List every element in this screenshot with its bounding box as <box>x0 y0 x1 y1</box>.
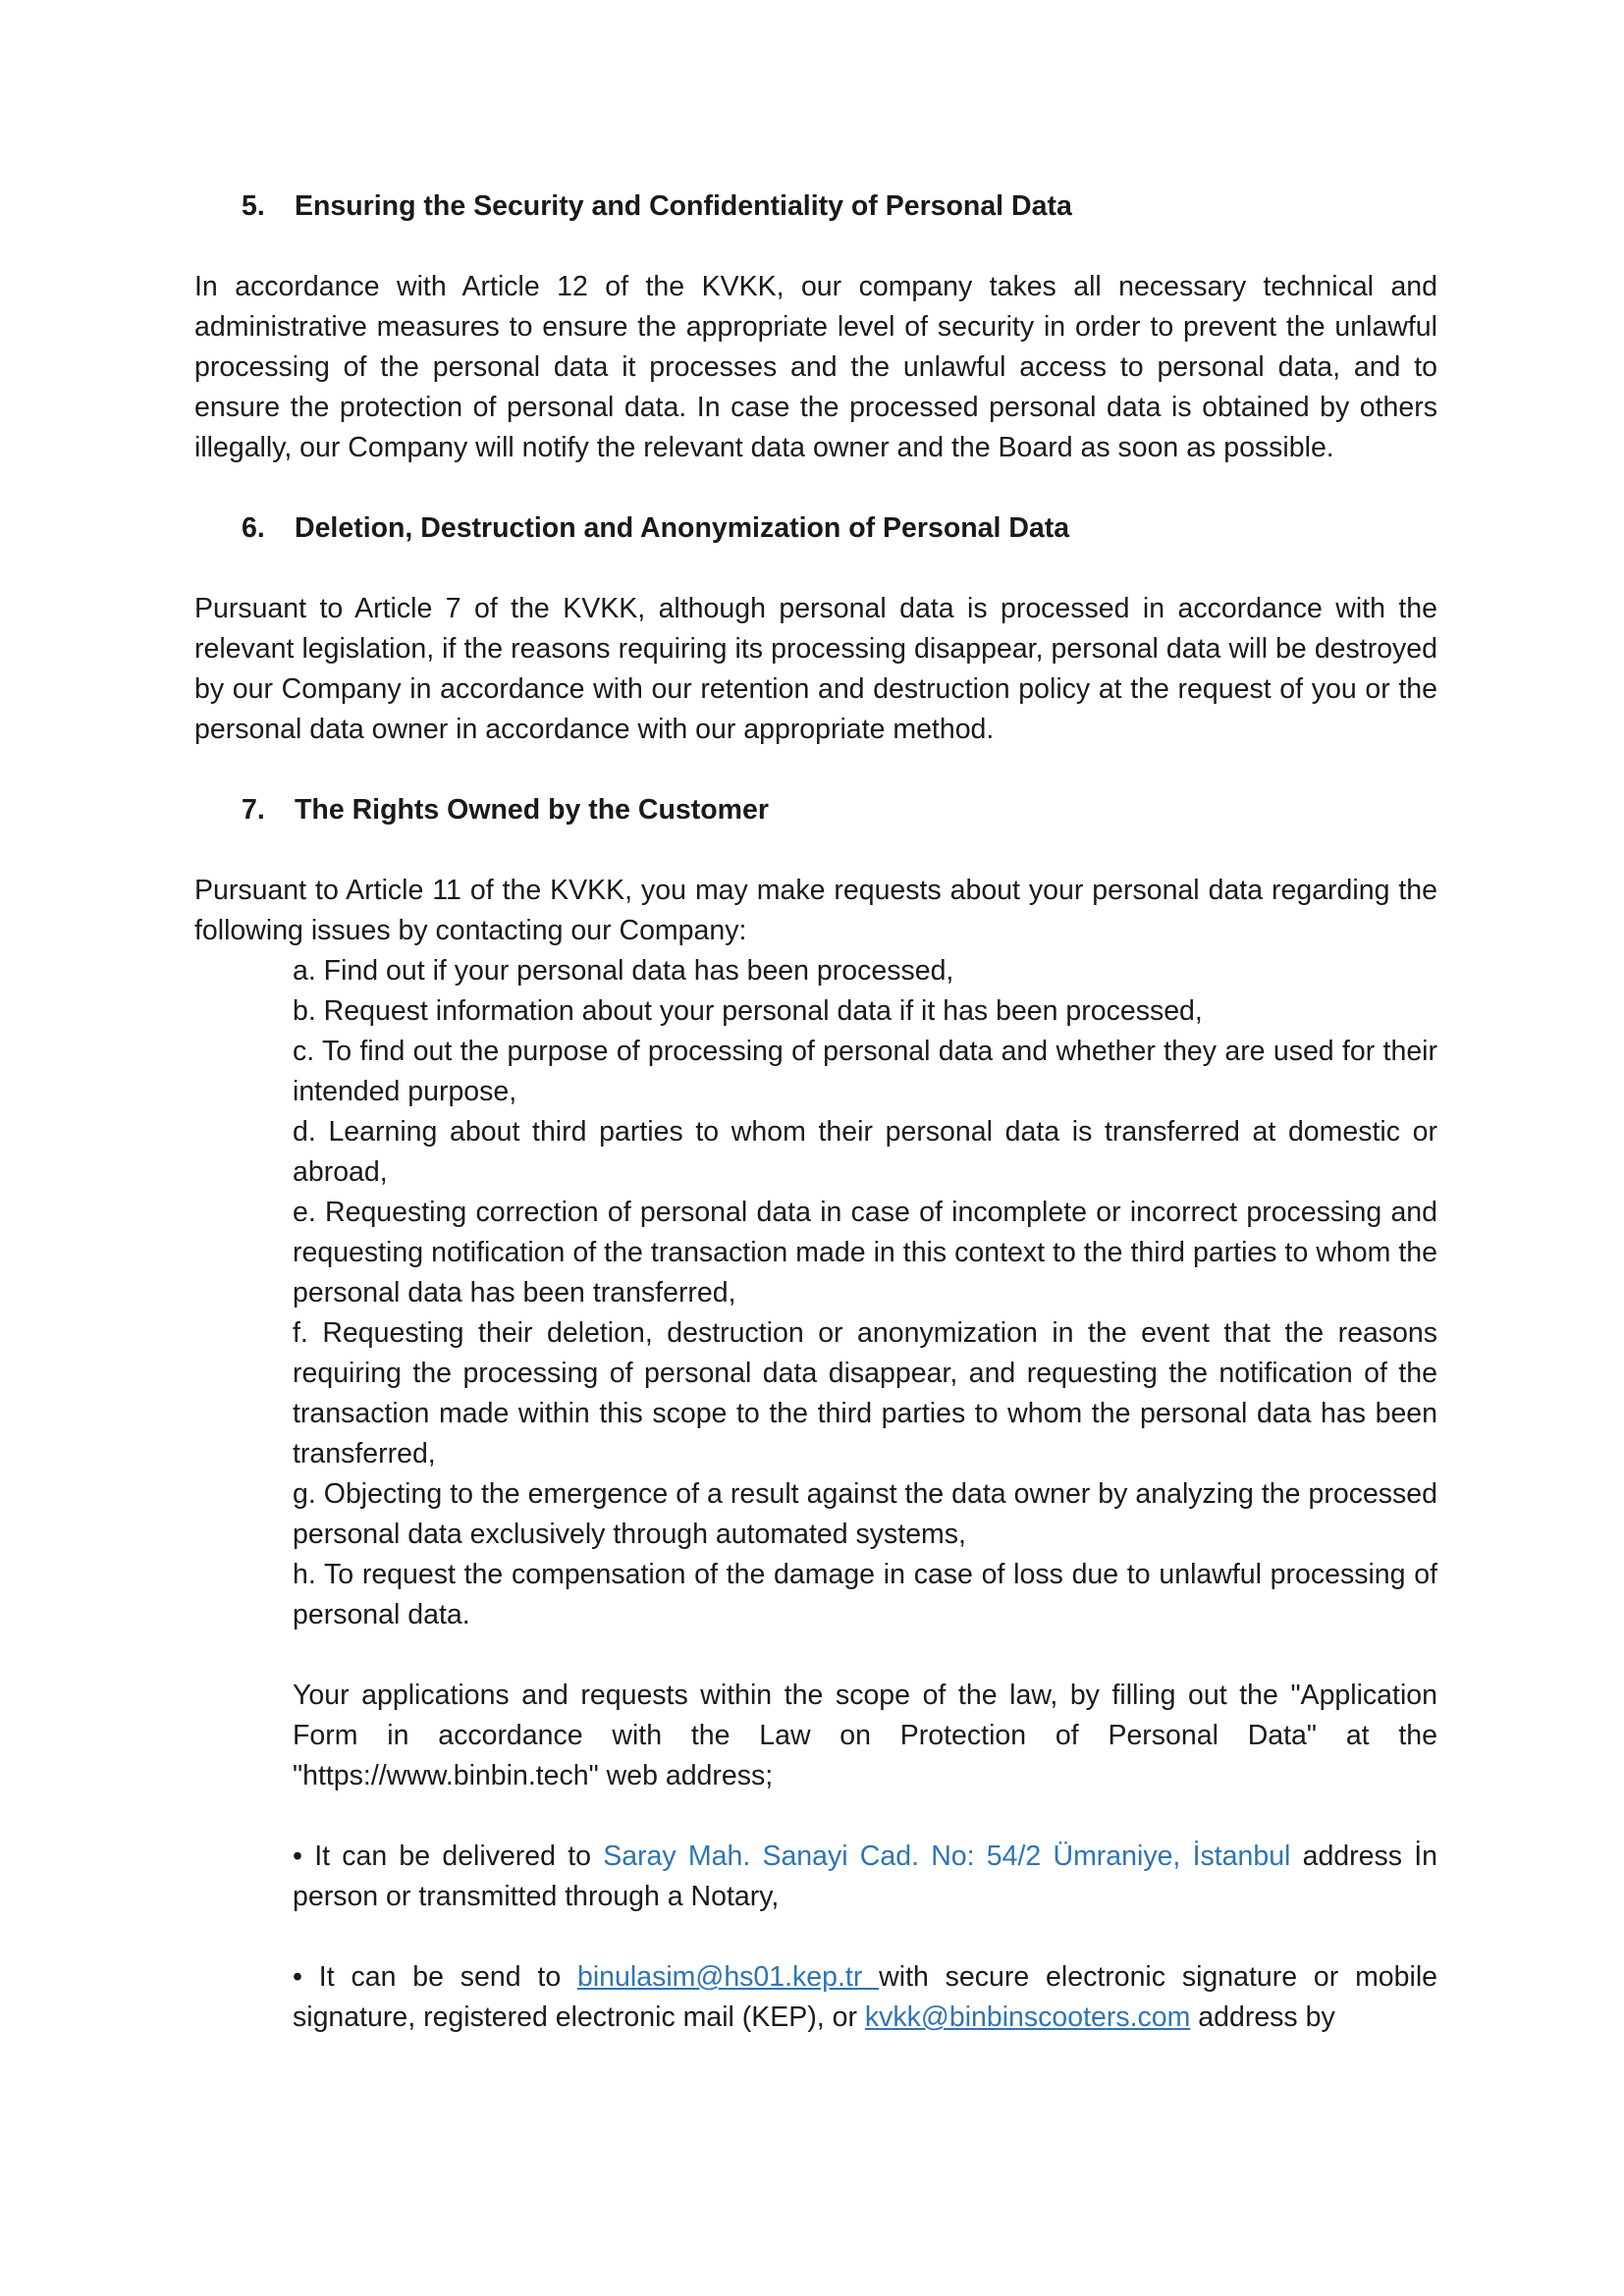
email-bullet-middle: with secure electronic signature or mobile signature, registered electronic mail (KEP), or <box>293 1961 1438 2033</box>
section-5-number: 5. <box>242 190 265 222</box>
delivery-bullet <box>194 1837 1437 1917</box>
section-7-intro: Pursuant to Article 11 of the KVKK, you may make requests about your personal data regarding the following issues by contacting our Company: <box>194 875 1437 946</box>
section-7-title: The Rights Owned by the Customer <box>295 794 769 826</box>
section-6-title: Deletion, Destruction and Anonymization of Personal Data <box>295 512 1070 544</box>
section-6-heading <box>194 508 1437 549</box>
list-item: b. Request information about your personal data if it has been processed, <box>293 995 1203 1027</box>
company-address: Saray Mah. Sanayi Cad. No: 54/2 Ümraniye, İstanbul <box>603 1841 1291 1872</box>
applications-paragraph: Your applications and requests within the scope of the law, by filling out the "Application Form in accordance with the Law on Protection of Personal Data" at the "https://www.binbin.tech" web address; <box>293 1680 1437 1791</box>
delivery-bullet-suffix: address İn person or transmitted through a Notary, <box>293 1841 1437 1912</box>
list-item: c. To find out the purpose of processing of personal data and whether they are used for their intended purpose, <box>293 1036 1437 1107</box>
section-5-body: In accordance with Article 12 of the KVKK, our company takes all necessary technical and administrative measures to ensure the appropriate level of security in order to prevent the unlawful processing of the personal data it processes and the unlawful access to personal data, and to ensure the protection of personal data. In case the processed personal data is obtained by others illegally, our Company will notify the relevant data owner and the Board as soon as possible. <box>194 271 1437 463</box>
list-item: d. Learning about third parties to whom their personal data is transferred at domestic or abroad, <box>293 1116 1437 1188</box>
section-7-number: 7. <box>242 794 265 826</box>
delivery-bullet-prefix: • It can be delivered to <box>293 1841 604 1872</box>
list-item: e. Requesting correction of personal data in case of incomplete or incorrect processing and requesting notification of the transaction made in this context to the third parties to whom the personal data has been transferred, <box>293 1197 1437 1308</box>
section-5-heading <box>194 187 1437 227</box>
list-item: f. Requesting their deletion, destruction or anonymization in the event that the reasons requiring the processing of personal data disappear, and requesting the notification of the transaction made within this scope to the third parties to whom the personal data has been transferred, <box>293 1317 1437 1469</box>
section-6-body: Pursuant to Article 7 of the KVKK, although personal data is processed in accordance with the relevant legislation, if the reasons requiring its processing disappear, personal data will be destroyed by our Company in accordance with our retention and destruction policy at the request of you or the personal data owner in accordance with our appropriate method. <box>194 593 1437 745</box>
email-bullet <box>194 1957 1437 2038</box>
section-5-title: Ensuring the Security and Confidentiality of Personal Data <box>295 190 1072 222</box>
document-page <box>194 187 1437 2078</box>
rights-list <box>194 951 1437 1635</box>
list-item: h. To request the compensation of the damage in case of loss due to unlawful processing of personal data. <box>293 1559 1437 1630</box>
kep-email-link[interactable]: binulasim@hs01.kep.tr <box>577 1961 880 1993</box>
email-bullet-prefix: • It can be send to <box>293 1961 577 1993</box>
section-7-heading <box>194 790 1437 830</box>
kvkk-email-link[interactable]: kvkk@binbinscooters.com <box>864 2002 1191 2033</box>
list-item: g. Objecting to the emergence of a result against the data owner by analyzing the processed personal data exclusively through automated systems, <box>293 1478 1437 1550</box>
list-item: a. Find out if your personal data has been processed, <box>293 955 954 987</box>
section-6-number: 6. <box>242 512 265 544</box>
email-bullet-suffix: address by <box>1190 2002 1335 2033</box>
